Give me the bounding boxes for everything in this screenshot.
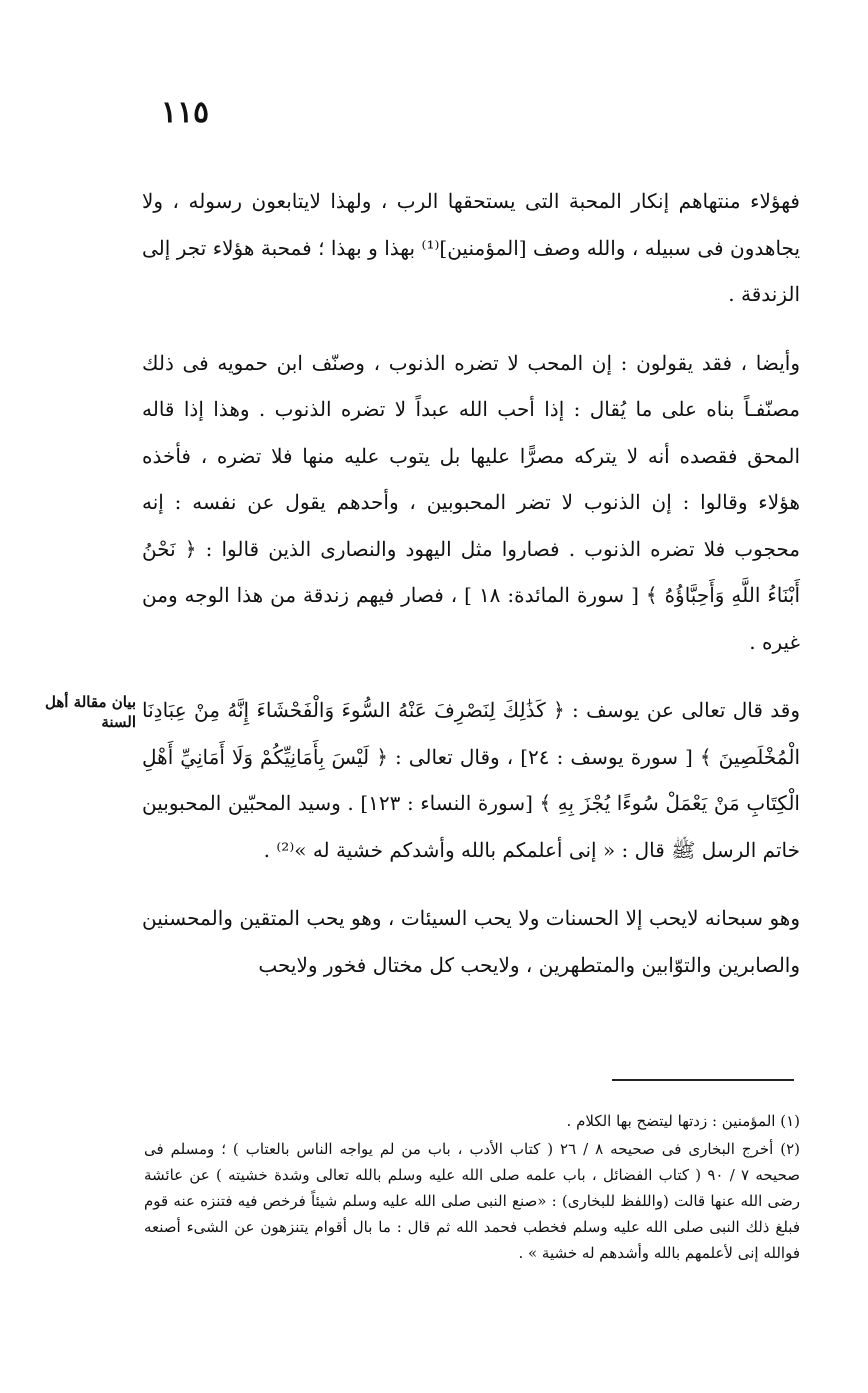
footnote-2: (٢) أخرج البخارى فى صحيحه ٨ / ٢٦ ( كتاب الأدب ، باب من لم يواجه الناس بالعتاب ) ؛ ومسلم فى صحيحه ٧ / ٩٠ ( كتاب الفضائل ، باب علمه صلى الله عليه وسلم بالله تعالى وشدة خشيته ) عن عائشة رضى الله عنها قالت (واللفظ للبخارى) : «صنع النبى صلى الله عليه وسلم شيئاً فرخص فيه فتنزه عنه قوم فبلغ ذلك النبى صلى الله عليه وسلم فخطب فحمد الله ثم قال : ما بال أقوام يتنزهون عن الشىء أصنعه فوالله إنى لأعلمهم بالله وأشدهم له خشية » . <box>144 1140 800 1262</box>
paragraph-3: وقد قال تعالى عن يوسف : ﴿ كَذَٰلِكَ لِنَصْرِفَ عَنْهُ السُّوءَ وَالْفَحْشَاءَ إِنَّهُ مِنْ عِبَادِنَا الْمُخْلَصِينَ ﴾ [ سورة يوسف : ٢٤] ، وقال تعالى : ﴿ لَيْسَ بِأَمَانِيِّكُمْ وَلَا أَمَانِيِّ أَهْلِ الْكِتَابِ مَنْ يَعْمَلْ سُوءًا يُجْزَ بِهِ ﴾ [سورة النساء : ١٢٣] . وسيد المحبّين المحبوبين خاتم الرسل ﷺ قال : « إنى أعلمكم بالله وأشدكم خشية له »⁽²⁾ . <box>142 698 800 862</box>
main-text <box>142 178 800 1010</box>
paragraph-4: وهو سبحانه لايحب إلا الحسنات ولا يحب السيئات ، وهو يحب المتقين والمحسنين والصابرين والتوّابين والمتطهرين ، ولايحب كل مختال فخور ولايحب <box>142 906 800 977</box>
page-number: ١١٥ <box>160 95 210 130</box>
paragraph-1: فهؤلاء منتهاهم إنكار المحبة التى يستحقها الرب ، ولهذا لايتابعون رسوله ، ولا يجاهدون فى سبيله ، والله وصف [المؤمنين]⁽¹⁾ بهذا و بهذا ؛ فمحبة هؤلاء تجر إلى الزندقة . <box>142 189 801 306</box>
footnote-1: (١) المؤمنين : زدتها ليتضح بها الكلام . <box>566 1112 800 1130</box>
footnote-divider <box>612 1079 794 1081</box>
margin-note: بيان مقالة أهل السنة <box>45 693 136 731</box>
footnotes <box>144 1108 800 1268</box>
paragraph-2: وأيضا ، فقد يقولون : إن المحب لا تضره الذنوب ، وصنّف ابن حمويه فى ذلك مصنّفـاً بناه على ما يُقال : إذا أحب الله عبداً لا تضره الذنوب . وهذا إذا قاله المحق فقصده أنه لا يتركه مصرًّا عليها بل يتوب عليه منها فلا تضره ، فأخذه هؤلاء وقالوا : إن الذنوب لا تضر المحبوبين ، وأحدهم يقول عن نفسه : إنه محجوب فلا تضره الذنوب . فصاروا مثل اليهود والنصارى الذين قالوا : ﴿ نَحْنُ أَبْنَاءُ اللَّهِ وَأَحِبَّاؤُهُ ﴾ [ سورة المائدة: ١٨ ] ، فصار فيهم زندقة من هذا الوجه ومن غيره . <box>142 350 801 654</box>
